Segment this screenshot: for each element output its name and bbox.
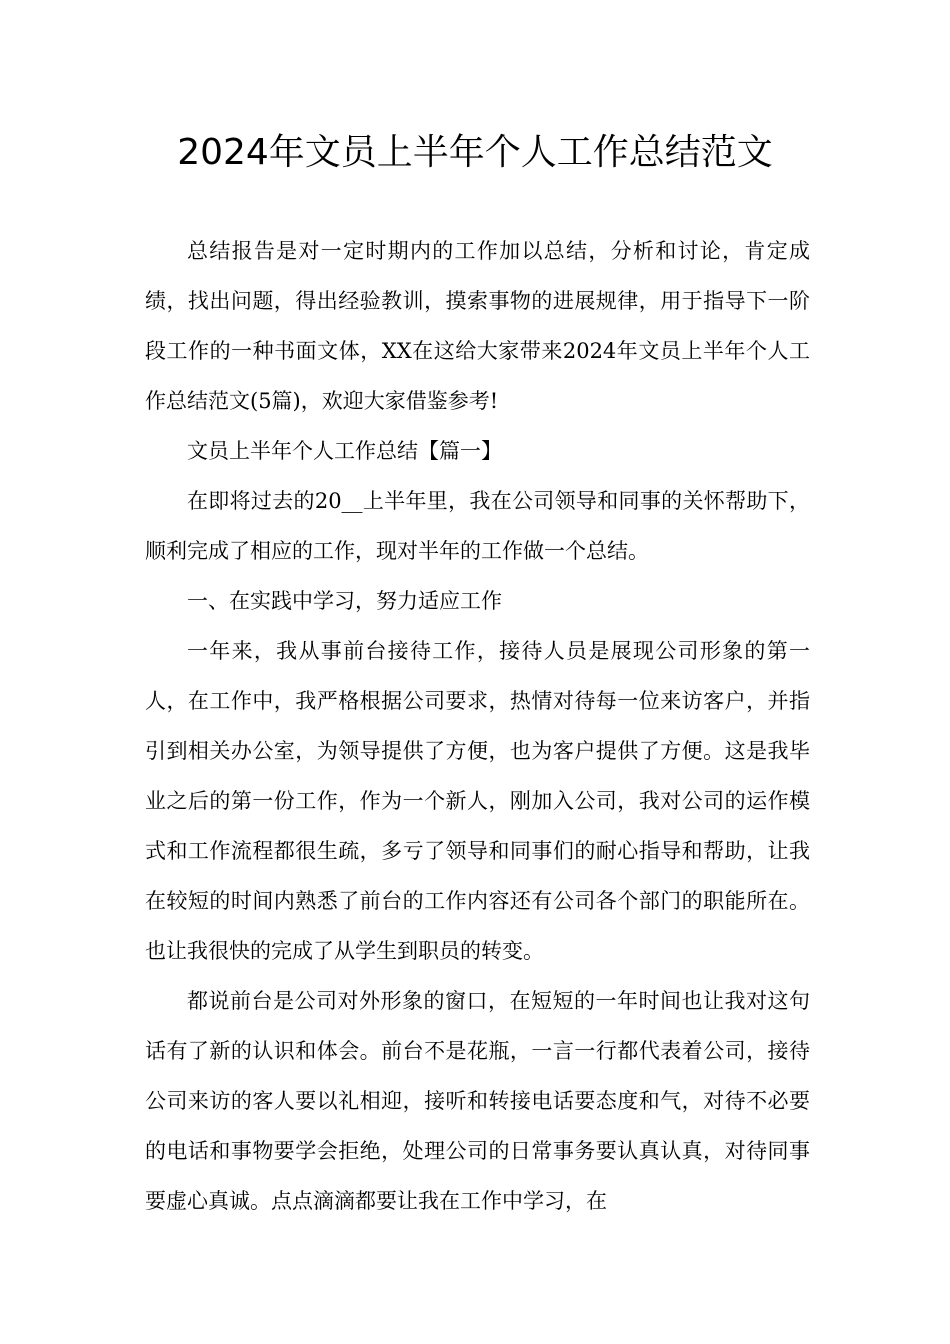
document-title: 2024年文员上半年个人工作总结范文 [177,132,773,173]
body-paragraph: 一年来，我从事前台接待工作，接待人员是展现公司形象的第一人，在工作中，我严格根据公司要求，热情对待每一位来访客户，并指引到相关办公室，为领导提供了方便，也为客户提供了方便。这是我毕业之后的第一份工作，作为一个新人，刚加入公司，我对公司的运作模式和工作流程都很生疏，多亏了领导和同事们的耐心指导和帮助，让我在较短的时间内熟悉了前台的工作内容还有公司各个部门的职能所在。也让我很快的完成了从学生到职员的转变。 [145,639,810,963]
body-paragraph: 都说前台是公司对外形象的窗口，在短短的一年时间也让我对这句话有了新的认识和体会。前台不是花瓶，一言一行都代表着公司，接待公司来访的客人要以礼相迎，接听和转接电话要态度和气，对待不必要的电话和事物要学会拒绝，处理公司的日常事务要认真认真，对待同事要虚心真诚。点点滴滴都要让我在工作中学习，在 [145,989,810,1213]
opening-paragraph: 在即将过去的20__上半年里，我在公司领导和同事的关怀帮助下，顺利完成了相应的工作，现对半年的工作做一个总结。 [145,489,810,563]
section-heading-part-one: 文员上半年个人工作总结【篇一】 [187,439,502,463]
document-body [145,226,810,1226]
subheading-learning-in-practice: 一、在实践中学习，努力适应工作 [187,589,502,613]
intro-paragraph: 总结报告是对一定时期内的工作加以总结，分析和讨论，肯定成绩，找出问题，得出经验教训，摸索事物的进展规律，用于指导下一阶段工作的一种书面文体，XX在这给大家带来2024年文员上半年个人工作总结范文(5篇)，欢迎大家借鉴参考! [145,239,810,413]
